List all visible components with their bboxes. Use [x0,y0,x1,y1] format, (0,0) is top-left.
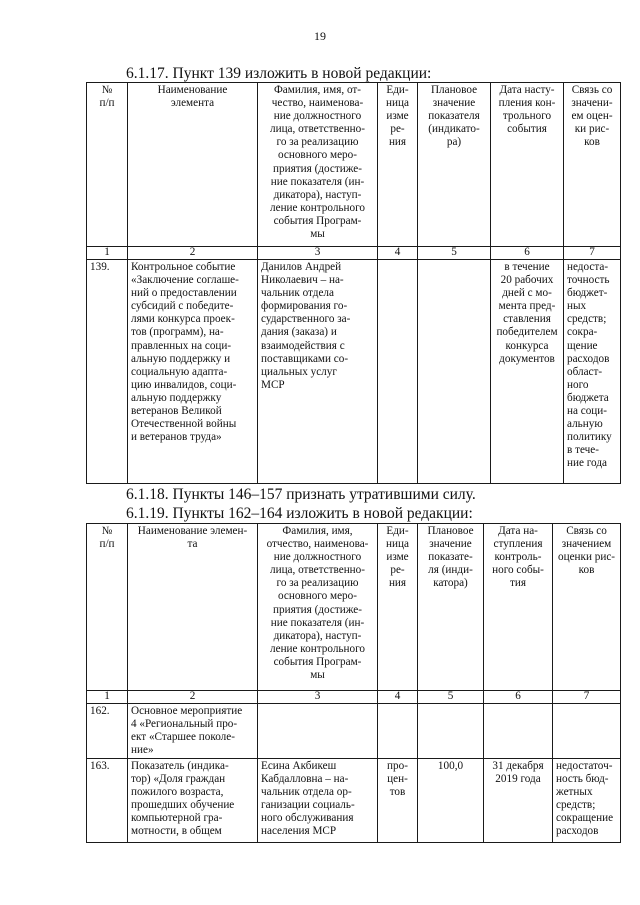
cell-line: ние должностного [273,110,362,123]
cell-line: значени- [571,97,613,110]
t2-n7: 7 [553,691,621,704]
cell-line: тор) «Доля граждан [131,773,226,786]
t1-h-col1 [87,83,128,247]
cell-line: социальную адапта- [131,365,228,378]
cell-line: тов [389,786,406,799]
table-2-header-row [87,524,621,691]
cell-line: Данилов Андрей [261,261,342,273]
t2-r163-date [484,759,553,843]
cell-line: расходов [567,352,610,365]
t1-h-col6 [491,83,564,247]
t2-r163-value [418,759,484,843]
cell-line: го за реализацию [276,136,359,149]
t2-r162-name [128,704,258,759]
cell-line: сударственного за- [261,313,351,326]
t2-r162-value [418,704,484,759]
cell-line: отчество, наименова- [266,538,369,551]
cell-line: контроль- [494,551,542,564]
cell-line: Есина Акбикеш [261,760,337,772]
cell-line: ние показателя (ин- [270,616,365,629]
t2-n3: 3 [258,691,378,704]
t1-n4: 4 [378,247,418,260]
t1-r139-name [128,260,258,484]
t1-h-col4 [378,83,418,247]
cell-line: го за реализацию [276,577,359,590]
cell-line: ветеранов Великой [131,405,222,418]
cell-line: лица, ответственно- [270,564,365,577]
cell-line: цен- [387,773,408,786]
table-row [87,260,621,484]
cell-line: ных [567,300,587,313]
cell-line: област- [567,365,603,378]
cell-line: изме [386,110,409,123]
cell-line: Фамилия, имя, [282,525,353,537]
cell-line: лями конкурса проек- [131,313,235,326]
cell-line: п/п [99,538,115,551]
cell-line: мы [310,228,325,241]
cell-line: лица, ответственно- [270,123,365,136]
cell-line: основного меро- [278,590,357,603]
cell-line: ля (инди- [428,564,473,577]
cell-line: ставления [503,313,551,326]
cell-line: приятия (достиже- [273,162,362,175]
t2-r163-risk [553,759,621,843]
t1-h-col7 [564,83,621,247]
cell-line: компьютерной гра- [131,812,223,825]
cell-line: события Програм- [273,214,362,227]
cell-line: Связь со [566,525,607,537]
cell-line: ние» [131,744,154,757]
cell-line: показате- [428,551,473,564]
cell-line: расходов [556,825,599,838]
cell-line: ление контрольного [270,201,365,214]
cell-line: недоста- [567,261,609,273]
cell-line: катора) [433,577,468,590]
t2-r162-date [484,704,553,759]
cell-line: ект «Старшее поколе- [131,731,235,744]
page-number: 19 [314,29,326,43]
cell-line: ний о предоставлении [131,287,237,300]
t2-h-col5 [418,524,484,691]
t2-n1: 1 [87,691,128,704]
t1-r139-value [418,260,491,484]
cell-line: показателя [428,110,480,123]
cell-line: изме [386,551,409,564]
cell-line: субсидий с победите- [131,300,234,313]
cell-line: 31 декабря [492,760,544,772]
cell-line: приятия (достиже- [273,603,362,616]
cell-line: ступления [493,538,543,551]
t2-r162-person [258,704,378,759]
cell-line: Наименование [157,84,228,96]
cell-line: значение [432,97,476,110]
cell-line: ление контрольного [270,642,365,655]
t1-h-col3 [258,83,378,247]
table-1 [86,82,621,484]
cell-line: (индикато- [428,123,480,136]
cell-line: оценки рис- [557,551,616,564]
cell-line: ра) [446,136,462,149]
cell-line: на соци- [567,405,608,418]
cell-line: значение [429,538,472,551]
t1-n6: 6 [491,247,564,260]
cell-line: ность бюд- [556,773,609,786]
cell-line: мента пред- [498,300,556,313]
t1-r139-num: 139. [87,260,128,484]
cell-line: формирования го- [261,300,348,313]
cell-line: п/п [99,97,115,110]
cell-line: дикатора), наступ- [273,188,362,201]
t1-n5: 5 [418,247,491,260]
t1-r139-date [491,260,564,484]
cell-line: трольного [502,110,552,123]
cell-line: Плановое [427,525,474,537]
cell-line: Еди- [386,525,409,537]
cell-line: 20 рабочих [500,274,554,287]
table-1-header-row [87,83,621,247]
t2-r163-unit [378,759,418,843]
cell-line: пления кон- [498,97,556,110]
cell-line: Основное мероприятие [131,705,243,717]
t1-r139-person [258,260,378,484]
cell-line: Фамилия, имя, от- [273,84,362,96]
cell-line: Кабдалловна – на- [261,773,349,786]
cell-line: бюджет- [567,287,608,300]
cell-line: бюджета [567,391,609,404]
t1-n1: 1 [87,247,128,260]
cell-line: жетных [556,786,593,799]
cell-line: Показатель (индика- [131,760,229,772]
cell-line: поставщиками со- [261,352,349,365]
t2-h-col6 [484,524,553,691]
cell-line: ния [388,577,407,590]
cell-line: альную поддержку и [131,352,231,365]
cell-line: дикатора), наступ- [273,629,362,642]
cell-line: цию инвалидов, соци- [131,378,237,391]
table-2 [86,523,621,843]
cell-line: Еди- [386,84,409,96]
heading-6-1-18: 6.1.18. Пункты 146–157 признать утратившими силу. [126,486,476,503]
t2-r162-unit [378,704,418,759]
cell-line: альную поддержку [131,391,222,404]
table-row [87,704,621,759]
table-1-number-row [87,247,621,260]
cell-line: победителем [496,326,558,339]
cell-line: ние должностного [273,551,362,564]
t2-r163-person [258,759,378,843]
cell-line: ков [578,564,595,577]
t2-r162-risk [553,704,621,759]
cell-line: основного меро- [278,149,357,162]
cell-line: ного [567,378,589,391]
t2-n2: 2 [128,691,258,704]
cell-line: документов [499,352,555,365]
t1-n3: 3 [258,247,378,260]
t2-h-col2 [128,524,258,691]
cell-line: альную [567,418,603,431]
table-2-number-row [87,691,621,704]
cell-line: № [101,525,113,537]
t1-h-col2 [128,83,258,247]
t2-h-col3 [258,524,378,691]
cell-line: ного обслуживания [261,812,354,825]
t2-h-col7 [553,524,621,691]
cell-line: № [101,84,113,96]
cell-line: щение [567,339,598,352]
cell-line: и ветеранов труда» [131,431,222,444]
t2-r162-num: 162. [87,704,128,759]
cell-line: ре- [390,564,405,577]
cell-line: ре- [390,123,405,136]
cell-line: Наименование элемен- [137,525,248,537]
cell-line: средств; [556,799,596,812]
t2-n5: 5 [418,691,484,704]
cell-line: чальник отдела [261,287,334,300]
cell-line: Дата насту- [499,84,555,96]
cell-line: тия [509,577,527,590]
cell-line: политику [567,431,612,444]
t2-h-col4 [378,524,418,691]
cell-line: Дата на- [498,525,538,537]
t2-h-col1 [87,524,128,691]
cell-line: ем оцен- [571,110,613,123]
cell-line: пожилого возраста, [131,786,224,799]
cell-line: сокра- [567,326,598,339]
cell-line: в тече- [567,444,599,457]
cell-line: ние показателя (ин- [270,175,365,188]
cell-line: недостаточ- [556,760,613,772]
t1-n2: 2 [128,247,258,260]
cell-line: Николаевич – на- [261,274,344,287]
cell-line: события [507,123,547,136]
cell-line: 2019 года [495,773,541,786]
cell-line: чество, наименова- [271,97,364,110]
cell-line: сокращение [556,812,614,825]
t1-n7: 7 [564,247,621,260]
cell-line: населения МСР [261,825,337,838]
t2-r163-name [128,759,258,843]
cell-line: ного собы- [492,564,544,577]
cell-line: ния [388,136,407,149]
cell-line: мотности, в общем [131,825,222,838]
cell-line: 4 «Региональный про- [131,718,238,731]
cell-line: точность [567,274,610,287]
cell-line: циальных услуг [261,365,337,378]
cell-line: Отечественной войны [131,418,237,431]
cell-line: ние года [567,457,607,470]
cell-line: конкурса [505,339,549,352]
cell-line: средств; [567,313,607,326]
t2-n4: 4 [378,691,418,704]
cell-line: МСР [261,378,285,391]
t2-r163-num: 163. [87,759,128,843]
cell-line: тов (программ), на- [131,326,224,339]
cell-line: прошедших обучение [131,799,235,812]
cell-line: ница [386,538,409,551]
t1-h-col5 [418,83,491,247]
cell-line: Плановое [430,84,478,96]
cell-line: мы [310,669,325,682]
t2-n6: 6 [484,691,553,704]
cell-line: «Заключение соглаше- [131,274,239,287]
cell-line: Контрольное событие [131,261,236,273]
cell-line: события Програм- [273,655,362,668]
cell-line: взаимодействия с [261,339,345,352]
cell-line: значением [561,538,612,551]
cell-line: правленных на соци- [131,339,232,352]
cell-line: та [187,538,198,551]
cell-line: ница [386,97,409,110]
cell-line: элемента [170,97,215,110]
cell-line: ков [584,136,600,149]
cell-line: про- [387,760,408,772]
t1-r139-risk [564,260,621,484]
t1-r139-unit [378,260,418,484]
cell-line: чальник отдела ор- [261,786,352,799]
cell-line: дней с мо- [502,287,552,300]
cell-line: ганизации социаль- [261,799,355,812]
cell-line: Связь со [571,84,613,96]
heading-6-1-17: 6.1.17. Пункт 139 изложить в новой редакции: [126,65,432,82]
table-row [87,759,621,843]
cell-line: дания (заказа) и [261,326,337,339]
cell-line: 100,0 [437,760,464,772]
cell-line: ки рис- [574,123,610,136]
heading-6-1-19: 6.1.19. Пункты 162–164 изложить в новой редакции: [126,505,473,522]
cell-line: в течение [504,261,550,273]
